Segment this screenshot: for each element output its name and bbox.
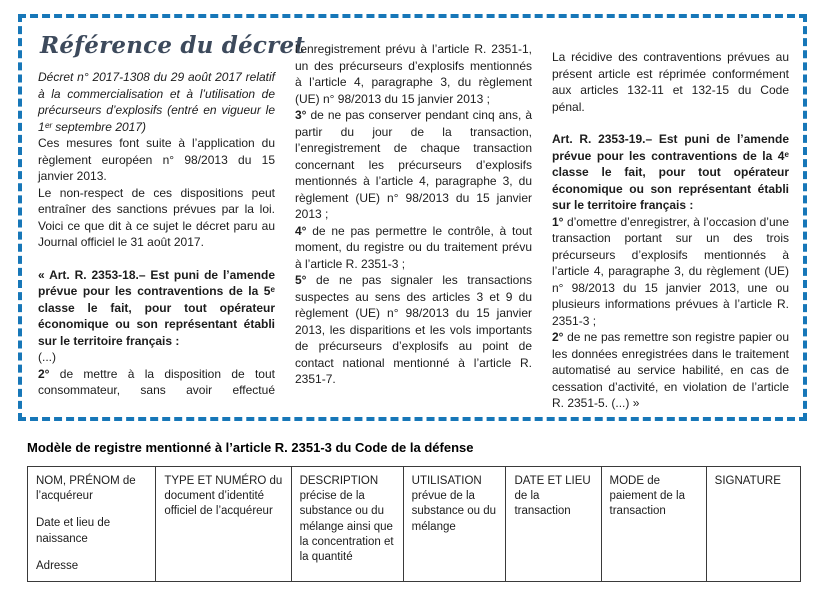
text-run: « Art. R. 2353-18.– Est puni de l’amende prévue pour les contraventions de la 5ᵉ classe le fait, pour tout opérateur économique ou son représentant établi sur le territoire français : — [38, 267, 275, 348]
paragraph — [552, 214, 789, 330]
numbered-item-marker: 3° — [295, 108, 307, 122]
paragraph — [38, 135, 275, 185]
cell-line: Date et lieu de naissance — [36, 517, 111, 545]
text-run: de ne pas signaler les transactions suspectes au sens des articles 3 et 9 du règlement (UE) n° 98/2013 du 15 janvier 2013, les disparitions et les vols importants de précurseurs d’explosifs au point de contact national mentionné à l’article R. 2351-7. — [295, 273, 532, 386]
register-column-header-6 — [601, 467, 706, 582]
decree-column-2 — [295, 33, 532, 388]
register-header-row — [28, 467, 801, 582]
numbered-item-marker: 2° — [38, 366, 50, 381]
register-caption: Modèle de registre mentionné à l’article R. 2351-3 du Code de la défense — [27, 440, 474, 455]
text-run: Le non-respect de ces dispositions peut entraîner des sanctions prévues par la loi. Voici ce que dit à ce sujet le décret paru au Journal officiel le 31 août 2017. — [38, 185, 275, 249]
register-column-header-4 — [403, 467, 506, 582]
numbered-item-marker: 4° — [295, 223, 307, 238]
paragraph — [295, 107, 532, 223]
paragraph — [552, 329, 789, 412]
text-run: de ne pas remettre son registre papier ou les données enregistrées dans le traitement automatisé au service habilité, en cas de cessation d’activité, en violation de l’article R. 2351-5. (...) » — [552, 330, 789, 410]
register-section — [27, 440, 801, 582]
register-column-header-7 — [706, 467, 800, 582]
register-table — [27, 466, 801, 582]
text-run: d’omettre d’enregistrer, à l’occasion d’une transaction portant sur un des trois précurseurs d’explosifs mentionnés à l’article 4, paragraphe 3, du règlement (UE) n° 98/2013 du 15 janvier 2013, une ou plusieurs informations prévues à l’article R. 2351-3 ; — [552, 214, 789, 328]
register-column-header-1 — [28, 467, 156, 582]
paragraph — [38, 366, 275, 399]
paragraph — [295, 223, 532, 273]
text-run: de ne pas permettre le contrôle, à tout moment, du registre ou du traitement prévu à l’article R. 2351-3 ; — [295, 223, 532, 271]
decree-column-1 — [38, 69, 275, 399]
paragraph — [552, 49, 789, 115]
cell-line: Adresse — [36, 559, 79, 572]
decree-column-3 — [552, 33, 789, 412]
paragraph — [38, 185, 275, 251]
cell-line: DATE ET LIEU de la transaction — [514, 475, 591, 518]
cell-line: NOM, PRÉNOM de l’acquéreur — [36, 475, 136, 503]
paragraph — [38, 267, 275, 350]
text-run: (...) — [38, 350, 56, 364]
text-run: de mettre à la disposition de tout consommateur, sans avoir effectué — [38, 366, 275, 397]
paragraph — [552, 131, 789, 214]
register-column-header-3 — [291, 467, 403, 582]
paragraph — [295, 41, 532, 107]
cell-line: UTILISATION prévue de la substance ou du mélange — [411, 475, 497, 533]
cell-line: SIGNATURE — [714, 475, 781, 487]
cell-line: TYPE ET NUMÉRO du document d’identité officiel de l’acquéreur — [164, 475, 283, 518]
decree-reference-box — [18, 14, 807, 421]
text-run: Décret n° 2017-1308 du 29 août 2017 relatif à la commercialisation et à l’utilisation de précurseurs d’explosifs (entré en vigueur le 1ᵉʳ septembre 2017) — [38, 70, 275, 134]
numbered-item-marker: 2° — [552, 330, 564, 344]
register-column-header-2 — [156, 467, 291, 582]
numbered-item-marker: 1° — [552, 214, 564, 229]
text-run: de ne pas conserver pendant cinq ans, à partir du jour de la transaction, l’enregistrement de chaque transaction concernant les précurseurs d’explosifs mentionnés à l’article 4, paragraphe 3, du règlement (UE) n° 98/2013 du 15 janvier 2013 ; — [295, 108, 532, 221]
text-run: Ces mesures font suite à l’application du règlement européen n° 98/2013 du 15 janvier 2013. — [38, 136, 275, 183]
paragraph — [295, 272, 532, 388]
numbered-item-marker: 5° — [295, 273, 307, 287]
text-run: l’enregistrement prévu à l’article R. 2351-1, un des précurseurs d’explosifs mentionnés à l’article 4, paragraphe 3, du règlement (UE) n° 98/2013 du 15 janvier 2013 ; — [295, 42, 532, 106]
decree-box-title: Référence du décret — [40, 32, 306, 59]
register-column-header-5 — [506, 467, 601, 582]
paragraph — [38, 349, 275, 366]
paragraph — [38, 69, 275, 135]
cell-line: MODE de paiement de la transaction — [609, 475, 685, 518]
cell-line: DESCRIPTION précise de la substance ou du mélange ainsi que la concentration et la quantité — [299, 475, 394, 563]
text-run: La récidive des contraventions prévues au présent article est réprimée conformément aux articles 132-11 et 132-15 du Code pénal. — [552, 50, 789, 114]
text-run: Art. R. 2353-19.– Est puni de l’amende prévue pour les contraventions de la 4ᵉ classe le fait, pour tout opérateur économique ou son représentant établi sur le territoire français : — [552, 132, 789, 212]
